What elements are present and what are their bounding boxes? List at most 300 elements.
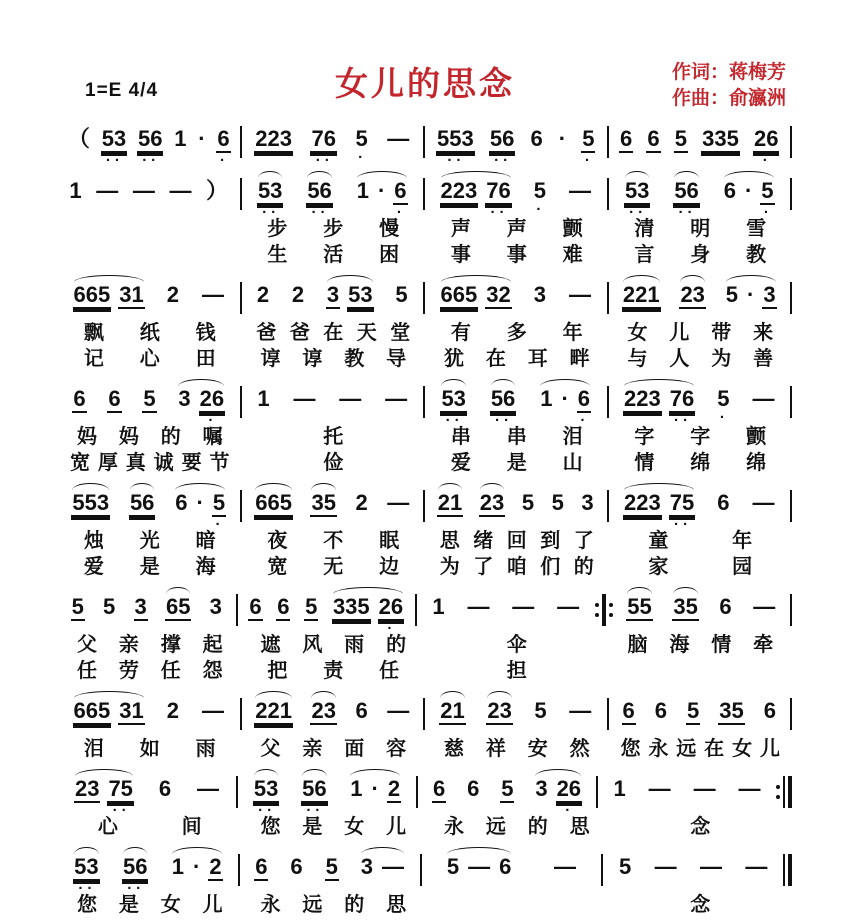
note-part xyxy=(102,596,116,618)
lyric-syllable: 真 xyxy=(125,452,146,474)
note-digits: 21 xyxy=(440,698,465,723)
lyric-syllable: 难 xyxy=(562,244,583,266)
note-digits: — xyxy=(385,386,408,411)
notation-line xyxy=(58,116,792,169)
note-part xyxy=(577,386,591,429)
lyric-measure xyxy=(609,555,793,579)
note-digits: 1 xyxy=(356,178,369,203)
measure xyxy=(242,116,424,169)
note-part xyxy=(95,180,119,202)
lyric-syllable: 无 xyxy=(323,556,344,578)
lyric-measure xyxy=(609,633,793,657)
note-part xyxy=(306,178,332,221)
lyric-measure xyxy=(58,217,242,241)
note-digits: — xyxy=(169,178,192,203)
note-digits: · xyxy=(561,386,569,411)
lyric-syllable: 的 xyxy=(160,426,181,448)
lyric-syllable: 亲 xyxy=(302,738,323,760)
note-group xyxy=(521,492,535,514)
note-digits: 53 xyxy=(253,776,279,801)
low-octave-dots: · xyxy=(719,409,729,426)
note-digits: 6 xyxy=(355,698,368,723)
note-group xyxy=(168,180,192,202)
lyric-measure xyxy=(609,893,793,917)
lyric-syllable: 光 xyxy=(139,530,160,552)
low-octave-dots: ·· xyxy=(495,412,514,429)
note-group xyxy=(205,180,229,202)
note-digits: 32 xyxy=(486,282,511,307)
measure xyxy=(58,688,240,725)
note-part xyxy=(466,778,480,800)
lyric-syllable: 宽 xyxy=(69,452,90,474)
note-part xyxy=(568,284,592,306)
note-part xyxy=(556,596,580,618)
slur-note-group xyxy=(257,178,283,221)
lyric-syllable: 然 xyxy=(569,738,590,760)
bar-stroke xyxy=(783,854,785,886)
low-octave-dots: ·· xyxy=(315,152,334,169)
note-group xyxy=(431,596,445,618)
note-digits: 6 xyxy=(249,594,262,619)
note-part xyxy=(72,388,86,413)
measure xyxy=(242,272,424,309)
note-part xyxy=(581,126,595,169)
note-group xyxy=(752,596,776,618)
lyric-measure xyxy=(425,659,609,683)
note-part xyxy=(201,284,225,306)
note-group xyxy=(158,778,172,800)
measure xyxy=(58,766,236,819)
note-group xyxy=(166,284,180,306)
note-digits: 5 xyxy=(687,698,700,723)
repeat-dots xyxy=(776,776,780,808)
note-digits: 5 xyxy=(551,490,564,515)
lyric-syllable: 在 xyxy=(704,738,725,760)
note-part xyxy=(289,856,303,878)
lyric-syllable: 亲 xyxy=(118,634,139,656)
note-digits: 56 xyxy=(489,126,515,151)
note-digits: 5 xyxy=(501,776,514,801)
note-part xyxy=(168,180,192,202)
lyric-measure xyxy=(609,451,793,475)
note-digits: 223 xyxy=(440,178,478,203)
lyric-syllable: 颤 xyxy=(746,426,767,448)
note-part xyxy=(338,388,362,410)
lyric-syllable: 眠 xyxy=(379,530,400,552)
note-digits: 665 xyxy=(255,490,292,515)
slur-note-group xyxy=(71,492,110,517)
lyric-syllable: 托 xyxy=(323,426,344,448)
note-group xyxy=(701,128,740,153)
note-group xyxy=(325,856,339,881)
lyric-syllable: 颤 xyxy=(562,218,583,240)
note-digits: 1 xyxy=(613,776,626,801)
lyric-syllable: 来 xyxy=(753,322,774,344)
lyric-syllable: 串 xyxy=(450,426,471,448)
lyric-measure xyxy=(242,321,426,345)
note-part xyxy=(674,128,688,153)
note-digits: 6 xyxy=(467,776,480,801)
key-time-signature: 1=E 4/4 xyxy=(85,80,159,101)
note-digits: 665 xyxy=(73,698,111,723)
note-part xyxy=(101,126,127,169)
slur-note-group xyxy=(254,492,293,517)
measure xyxy=(425,116,607,169)
note-group xyxy=(686,700,700,725)
lyric-measure xyxy=(242,659,426,683)
slur-note-group xyxy=(490,386,516,429)
slur-note-group xyxy=(310,492,336,517)
lyric-syllable: 钱 xyxy=(195,322,216,344)
lyric-syllable: 串 xyxy=(506,426,527,448)
bar-stroke xyxy=(783,776,785,808)
note-digits: — xyxy=(693,776,716,801)
note-digits: 6 xyxy=(763,698,776,723)
note-digits: 6 xyxy=(620,126,633,151)
note-group xyxy=(738,778,762,800)
note-part xyxy=(763,700,777,722)
lyric-syllable: 谆 xyxy=(260,348,281,370)
note-digits: — xyxy=(654,854,677,879)
note-part xyxy=(534,778,548,800)
low-octave-dots: · xyxy=(215,516,225,533)
note-digits: 6 xyxy=(158,776,172,801)
bar-stroke-thick xyxy=(602,594,606,626)
note-digits: 31 xyxy=(119,698,144,723)
note-part xyxy=(216,126,230,169)
lyric-syllable: 步 xyxy=(323,218,344,240)
lyric-measure xyxy=(58,243,242,267)
low-octave-dots: ·· xyxy=(447,152,466,169)
note-digits: 2 xyxy=(355,490,368,515)
note-digits: 75 xyxy=(669,490,695,515)
note-part xyxy=(256,388,270,410)
slur-note-group xyxy=(306,178,332,221)
note-digits: 221 xyxy=(622,282,660,307)
lyric-measure xyxy=(58,321,242,345)
note-group xyxy=(384,388,408,410)
note-group xyxy=(612,778,626,800)
note-digits: · xyxy=(746,282,755,307)
lyric-syllable: 了 xyxy=(473,556,494,578)
lyric-syllable: 字 xyxy=(634,426,655,448)
note-group xyxy=(699,856,723,878)
note-digits: 3 xyxy=(326,282,340,307)
note-part xyxy=(431,596,445,618)
lyric-syllable: 思 xyxy=(439,530,460,552)
note-part xyxy=(393,178,407,221)
note-digits: · xyxy=(371,776,379,801)
lyric-measure xyxy=(242,555,426,579)
low-octave-dots: · xyxy=(762,152,772,169)
note-digits: 5 xyxy=(521,490,535,515)
note-part xyxy=(669,490,695,533)
note-group xyxy=(553,856,577,878)
note-digits: 23 xyxy=(487,698,512,723)
note-part xyxy=(291,284,305,306)
note-group xyxy=(744,856,768,878)
note-digits: · xyxy=(198,126,206,151)
lyric-syllable: 明 xyxy=(690,218,711,240)
lyric-syllable: 身 xyxy=(690,244,711,266)
slur-note-group xyxy=(356,178,408,221)
note-digits: 1 xyxy=(257,386,270,411)
note-part xyxy=(354,700,368,722)
note-part xyxy=(387,778,401,803)
low-octave-dots: ·· xyxy=(445,412,464,429)
note-part xyxy=(439,700,465,725)
lyric-syllable: 畔 xyxy=(569,348,590,370)
measure xyxy=(609,480,791,533)
lyric-syllable: 永 xyxy=(260,894,281,916)
note-part xyxy=(386,492,410,514)
lyric-syllable: 声 xyxy=(450,218,471,240)
note-group xyxy=(580,492,594,514)
slur-note-group xyxy=(439,700,465,725)
lyric-measure xyxy=(425,347,609,371)
note-digits: 6 xyxy=(277,594,290,619)
measure xyxy=(613,584,791,621)
slur-note-group xyxy=(165,596,191,621)
lyric-syllable: 脑 xyxy=(627,634,648,656)
note-digits: 665 xyxy=(440,282,478,307)
note-part xyxy=(436,126,475,169)
note-digits: 6 xyxy=(255,854,268,879)
slur-note-group xyxy=(177,386,225,429)
slur-note-group xyxy=(349,778,401,803)
measure xyxy=(609,168,791,221)
lyric-syllable: 担 xyxy=(506,660,527,682)
slur-note-group xyxy=(332,594,404,637)
note-digits: 6 xyxy=(717,490,730,515)
music-system xyxy=(58,116,792,169)
note-digits: — xyxy=(293,386,316,411)
lyric-measure xyxy=(58,529,242,553)
note-group xyxy=(173,128,187,150)
lyric-syllable: 宽 xyxy=(267,556,288,578)
lyric-syllable: 怨 xyxy=(202,660,223,682)
note-digits: — xyxy=(568,282,591,307)
note-part xyxy=(760,178,774,221)
lyric-syllable: 远 xyxy=(485,816,506,838)
note-group xyxy=(466,778,480,800)
lyric-line xyxy=(58,633,792,657)
note-digits: — xyxy=(648,776,671,801)
note-digits: 35 xyxy=(719,698,744,723)
note-digits: 26 xyxy=(378,594,404,619)
lyric-syllable: 雪 xyxy=(746,218,767,240)
note-part xyxy=(693,778,717,800)
note-digits: 6 xyxy=(647,126,660,151)
lyric-syllable: 山 xyxy=(562,452,583,474)
note-digits: 5 xyxy=(103,594,116,619)
lyric-line xyxy=(58,893,792,917)
note-part xyxy=(762,284,776,309)
note-part xyxy=(254,700,293,725)
note-part xyxy=(556,776,582,819)
note-digits: — xyxy=(753,594,776,619)
notation-line xyxy=(58,480,792,533)
note-part xyxy=(248,596,262,621)
lyric-syllable: 记 xyxy=(83,348,104,370)
note-digits: — xyxy=(745,854,768,879)
slur-note-group xyxy=(623,490,695,533)
note-group xyxy=(511,596,535,618)
lyric-syllable: 在 xyxy=(485,348,506,370)
notation-line xyxy=(58,766,792,819)
note-digits: — xyxy=(201,282,224,307)
low-octave-dots: ·· xyxy=(105,152,124,169)
note-group xyxy=(201,284,225,306)
note-group xyxy=(718,596,732,618)
lyric-syllable: 清 xyxy=(634,218,655,240)
note-group xyxy=(386,700,410,722)
note-part xyxy=(466,596,490,618)
note-group xyxy=(196,778,220,800)
note-group xyxy=(132,180,156,202)
lyric-syllable: 慢 xyxy=(379,218,400,240)
note-part xyxy=(158,778,172,800)
note-part xyxy=(485,178,511,221)
lyric-syllable: 要 xyxy=(181,452,202,474)
note-part xyxy=(467,856,491,878)
lyric-syllable: 雨 xyxy=(344,634,365,656)
lyric-syllable: 厚 xyxy=(97,452,118,474)
lyric-syllable: 您 xyxy=(76,894,97,916)
lyric-measure xyxy=(425,451,609,475)
note-digits: 553 xyxy=(437,126,474,151)
note-digits: 1 xyxy=(69,178,82,203)
low-octave-dots: · xyxy=(358,149,368,166)
lyric-syllable: 的 xyxy=(344,894,365,916)
lyric-syllable: 边 xyxy=(379,556,400,578)
note-part xyxy=(686,700,700,725)
lyric-syllable: 善 xyxy=(753,348,774,370)
note-part xyxy=(310,492,336,517)
notation-line xyxy=(58,168,792,221)
measure xyxy=(609,688,791,725)
notation-line xyxy=(58,844,792,897)
measure xyxy=(238,584,416,637)
note-digits: 5 xyxy=(725,282,738,307)
note-digits: 3 xyxy=(535,776,548,801)
note-part xyxy=(71,492,110,517)
note-part xyxy=(654,856,678,878)
note-part xyxy=(521,492,535,514)
lyric-measure xyxy=(242,243,426,267)
final-barline xyxy=(783,854,792,886)
note-digits: — xyxy=(569,698,592,723)
measure xyxy=(417,584,595,618)
note-part xyxy=(440,180,479,205)
note-digits: 5 xyxy=(446,854,460,879)
note-part xyxy=(71,596,85,621)
note-digits: — xyxy=(752,490,775,515)
lyric-syllable: 堂 xyxy=(390,322,411,344)
note-digits: · xyxy=(377,178,386,203)
lyric-syllable: 绵 xyxy=(746,452,767,474)
note-part xyxy=(553,856,577,878)
barline xyxy=(790,386,792,418)
lyric-syllable: 父 xyxy=(260,738,281,760)
lyric-syllable: 教 xyxy=(746,244,767,266)
lyric-measure xyxy=(242,451,426,475)
slur-note-group xyxy=(254,700,293,725)
music-system xyxy=(58,272,792,371)
lyric-measure xyxy=(58,451,242,475)
note-digits: 6 xyxy=(175,490,188,515)
lyric-syllable: 事 xyxy=(450,244,471,266)
bar-stroke xyxy=(790,698,792,730)
note-group xyxy=(209,596,223,618)
note-digits: — xyxy=(467,594,490,619)
lyric-syllable: 声 xyxy=(506,218,527,240)
lyric-syllable: 妈 xyxy=(118,426,139,448)
note-digits: 223 xyxy=(624,490,661,515)
lyric-syllable: 起 xyxy=(202,634,223,656)
note-digits: 3 xyxy=(209,594,222,619)
note-group xyxy=(216,126,230,169)
slur-note-group xyxy=(440,284,512,309)
measure xyxy=(598,766,776,800)
measure xyxy=(58,480,240,533)
note-digits: 53 xyxy=(348,282,373,307)
measure xyxy=(58,168,240,202)
lyric-syllable: 田 xyxy=(195,348,216,370)
note-part xyxy=(529,128,543,150)
slur-note-group xyxy=(171,856,223,881)
slur-note-group xyxy=(73,700,145,725)
note-group xyxy=(558,128,567,150)
note-part xyxy=(301,776,327,819)
note-group xyxy=(533,178,547,218)
slur-note-group xyxy=(122,854,148,897)
note-digits: 3 xyxy=(533,282,546,307)
low-octave-dots: ·· xyxy=(678,204,697,221)
slur-note-group xyxy=(326,284,374,309)
note-part xyxy=(177,388,191,410)
note-part xyxy=(142,388,156,413)
note-digits: 65 xyxy=(165,594,191,619)
lyric-syllable: 是 xyxy=(302,816,323,838)
note-digits: 221 xyxy=(255,698,292,723)
note-part xyxy=(360,856,374,878)
note-digits: 53 xyxy=(101,126,127,151)
note-group xyxy=(489,126,515,169)
lyric-syllable: 女 xyxy=(732,738,753,760)
slur-note-group xyxy=(174,490,226,533)
measure xyxy=(609,272,791,309)
lyric-syllable: 安 xyxy=(527,738,548,760)
note-digits: · xyxy=(193,854,201,879)
measure xyxy=(425,376,607,429)
lyric-syllable: 年 xyxy=(732,530,753,552)
measure xyxy=(425,688,607,725)
note-part xyxy=(67,128,91,150)
note-digits: 2 xyxy=(209,854,222,879)
low-octave-dots: ·· xyxy=(311,204,330,221)
slur-note-group xyxy=(73,854,99,897)
note-digits: 2 xyxy=(387,776,401,801)
low-octave-dots: · xyxy=(565,802,575,819)
lyric-measure xyxy=(58,659,242,683)
lyric-measure xyxy=(242,893,426,917)
lyric-measure xyxy=(609,321,793,345)
note-digits: 1 xyxy=(350,776,363,801)
low-octave-dots: ·· xyxy=(142,152,161,169)
note-part xyxy=(394,284,408,306)
note-group xyxy=(753,126,779,169)
